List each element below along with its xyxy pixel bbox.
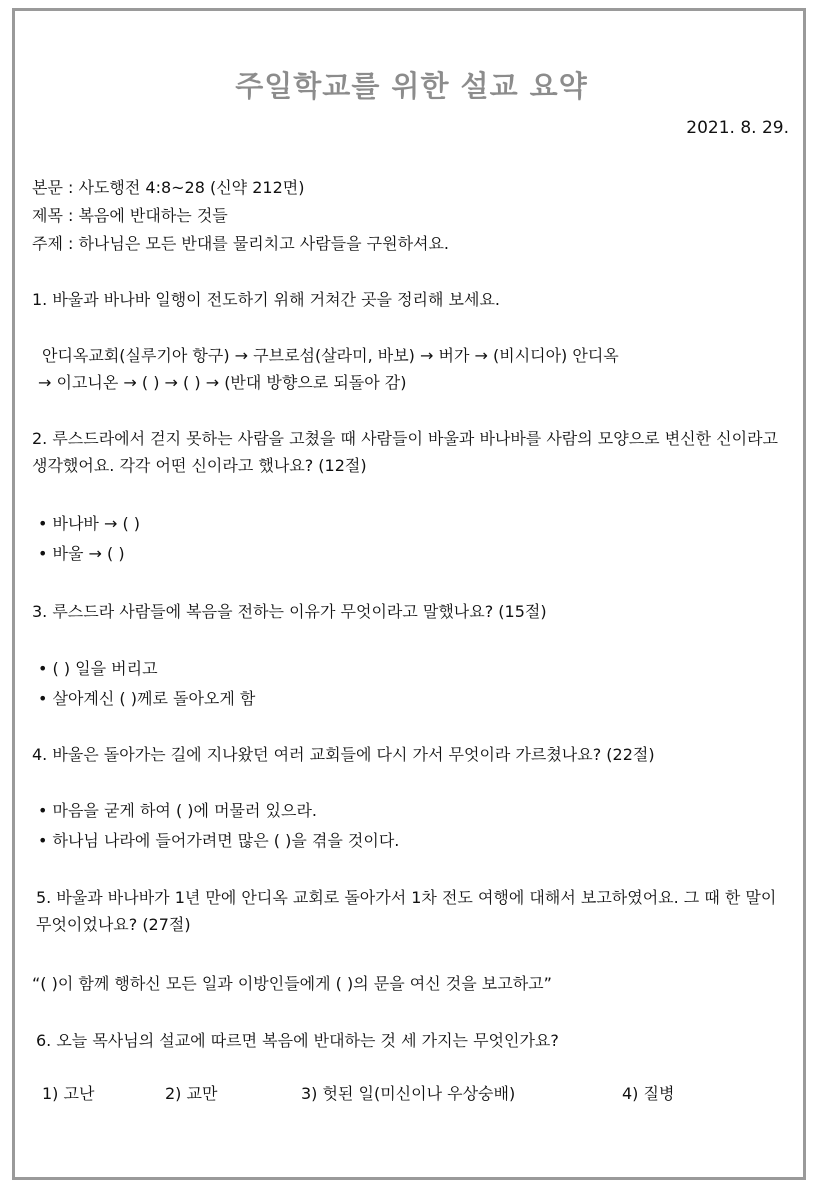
question-5: 5. 바울과 바나바가 1년 만에 안디옥 교회로 돌아가서 1차 전도 여행에 대해서 보고하였어요. 그 때 한 말이 무엇이었나요? (27절) xyxy=(36,888,777,934)
intro-juje: 주제 : 하나님은 모든 반대를 물리치고 사람들을 구원하셔요. xyxy=(32,234,450,253)
q4-item-2: • 하나님 나라에 들어가려면 많은 ( )을 겪을 것이다. xyxy=(38,831,400,850)
q2-item-paul: • 바울 → ( ) xyxy=(38,544,125,563)
q6-option-3: 3) 헛된 일(미신이나 우상숭배) xyxy=(301,1084,516,1103)
question-4: 4. 바울은 돌아가는 길에 지나왔던 여러 교회들에 다시 가서 무엇이라 가르쳤나요? (22절) xyxy=(32,745,655,764)
q3-item-1: • ( ) 일을 버리고 xyxy=(38,659,158,678)
question-3: 3. 루스드라 사람들에 복음을 전하는 이유가 무엇이라고 말했나요? (15절) xyxy=(32,602,547,621)
q6-option-1: 1) 고난 xyxy=(42,1084,95,1103)
q5-quote: “( )이 함께 행하신 모든 일과 이방인들에게 ( )의 문을 여신 것을 보고하고” xyxy=(32,974,552,993)
intro-bonmun: 본문 : 사도행전 4:8~28 (신약 212면) xyxy=(32,178,305,197)
intro-jemok: 제목 : 복음에 반대하는 것들 xyxy=(32,206,228,225)
q4-item-1: • 마음을 굳게 하여 ( )에 머물러 있으라. xyxy=(38,801,317,820)
q6-option-4: 4) 질병 xyxy=(622,1084,675,1103)
date: 2021. 8. 29. xyxy=(686,118,789,138)
q2-item-barnabas: • 바나바 → ( ) xyxy=(38,514,141,533)
q1-route-line-1: 안디옥교회(실루기아 항구) → 구브로섬(살라미, 바보) → 버가 → (비시디아) 안디옥 xyxy=(42,346,619,365)
page-title: 주일학교를 위한 설교 요약 xyxy=(235,69,588,103)
question-6: 6. 오늘 목사님의 설교에 따르면 복음에 반대하는 것 세 가지는 무엇인가요? xyxy=(36,1031,559,1050)
q6-option-2: 2) 교만 xyxy=(165,1084,218,1103)
q1-route-line-2: → 이고니온 → ( ) → ( ) → (반대 방향으로 되돌아 감) xyxy=(38,373,407,392)
question-1: 1. 바울과 바나바 일행이 전도하기 위해 거쳐간 곳을 정리해 보세요. xyxy=(32,290,500,309)
question-2: 2. 루스드라에서 걷지 못하는 사람을 고쳤을 때 사람들이 바울과 바나바를 사람의 모양으로 변신한 신이라고 생각했어요. 각각 어떤 신이라고 했나요? (12절) xyxy=(32,429,778,475)
q3-item-2: • 살아계신 ( )께로 돌아오게 함 xyxy=(38,689,256,708)
